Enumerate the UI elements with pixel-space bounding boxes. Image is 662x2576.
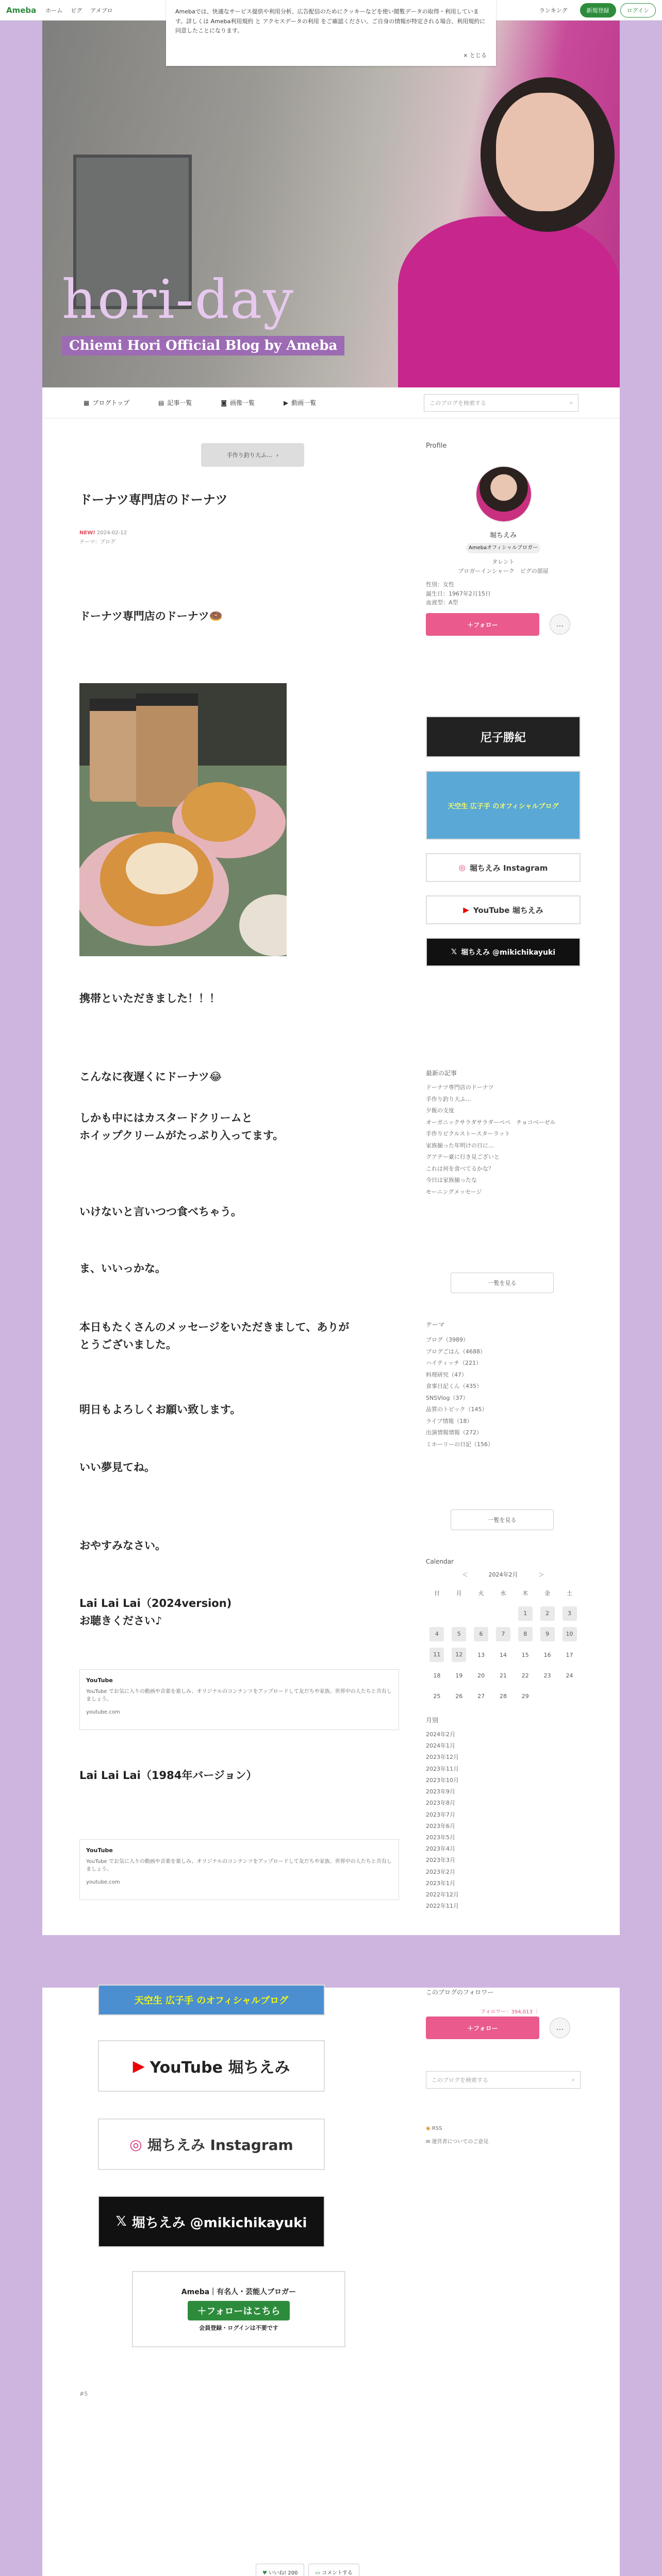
hashtag[interactable]: #5 bbox=[79, 2391, 88, 2397]
calendar-day-number: 25 bbox=[433, 1692, 441, 1700]
calendar-day bbox=[426, 1603, 448, 1624]
x-logo-icon: 𝕏 bbox=[451, 948, 457, 956]
calendar-day bbox=[558, 1686, 581, 1706]
header-photo-shirt bbox=[398, 216, 620, 387]
entry-text-12: Lai Lai Lai（1984年バージョン） bbox=[79, 1769, 257, 1782]
calendar-day-number[interactable]: 12 bbox=[452, 1648, 466, 1662]
youtube-icon: ▶ bbox=[463, 905, 469, 914]
heart-icon: ♥ bbox=[262, 2570, 269, 2576]
camera-icon: ◙ bbox=[221, 399, 227, 406]
entry-text-1: ドーナツ専門店のドーナツ🍩 bbox=[79, 610, 223, 622]
calendar bbox=[426, 1568, 581, 1706]
list-item[interactable]: ライブ情報（18） bbox=[426, 1417, 473, 1425]
home-icon: ▦ bbox=[84, 399, 90, 406]
entry-date: 2024-02-12 bbox=[96, 530, 127, 536]
calendar-day-number[interactable]: 4 bbox=[429, 1627, 444, 1641]
list-item[interactable]: 2023年11月 bbox=[426, 1765, 459, 1772]
calendar-day bbox=[514, 1624, 536, 1645]
youtube-label: YouTube bbox=[86, 1677, 113, 1684]
calendar-day bbox=[514, 1645, 536, 1665]
list-item[interactable]: 手作りピクルストースターラット bbox=[426, 1130, 510, 1138]
nav-videos[interactable]: ▶ 動画一覧 bbox=[284, 399, 317, 406]
entry-text-9: いい夢見てね。 bbox=[79, 1461, 155, 1473]
calendar-day-number: 29 bbox=[521, 1692, 529, 1700]
list-item[interactable]: 2023年12月 bbox=[426, 1754, 459, 1761]
calendar-day bbox=[536, 1645, 558, 1665]
list-item[interactable]: 2024年2月 bbox=[426, 1731, 455, 1738]
ameba-follow-banner[interactable] bbox=[132, 2271, 345, 2347]
calendar-day-number: 24 bbox=[566, 1672, 573, 1679]
calendar-day bbox=[514, 1686, 536, 1706]
profile-data: 性別：女性 誕生日：1967年2月15日 血液型：A型 bbox=[426, 581, 491, 606]
notice-close-button[interactable]: × とじる bbox=[463, 52, 487, 59]
list-item[interactable]: オーガニックサラダサラダーペペ チョコベーゼル bbox=[426, 1118, 556, 1126]
action-buttons bbox=[256, 2564, 359, 2576]
youtube-link[interactable]: youtube.com bbox=[86, 1879, 120, 1885]
youtube-card-2[interactable] bbox=[79, 1839, 399, 1900]
calendar-day bbox=[426, 1686, 448, 1706]
list-item[interactable]: 2023年5月 bbox=[426, 1834, 455, 1841]
list-item[interactable]: 2024年1月 bbox=[426, 1742, 455, 1750]
calendar-day bbox=[470, 1645, 492, 1665]
list-item[interactable]: 今日は家族揃ったな bbox=[426, 1177, 477, 1184]
comment-button[interactable]: ▭ コメントする bbox=[308, 2564, 359, 2576]
calendar-day-number: 22 bbox=[521, 1672, 529, 1679]
calendar-day-number[interactable]: 11 bbox=[429, 1648, 444, 1662]
calendar-day bbox=[492, 1603, 515, 1624]
calendar-weekday: 木 bbox=[522, 1590, 528, 1597]
follow-button[interactable]: ＋フォロー bbox=[426, 613, 539, 636]
calendar-heading: Calendar bbox=[426, 1558, 454, 1565]
calendar-day-number: 15 bbox=[521, 1651, 529, 1658]
list-item[interactable]: これは何を食べてるかな？ bbox=[426, 1165, 494, 1172]
nav-entries[interactable]: ▤ 記事一覧 bbox=[158, 399, 192, 406]
list-item[interactable]: ドーナツ専門店のドーナツ bbox=[426, 1084, 494, 1091]
nav-home[interactable]: ホーム bbox=[45, 7, 63, 14]
profile-name[interactable]: 堀ちえみ bbox=[489, 532, 517, 539]
youtube-label: YouTube bbox=[86, 1847, 113, 1854]
list-item[interactable]: 夕飯の支度 bbox=[426, 1107, 454, 1114]
like-button[interactable]: ♥ いいね! 200 bbox=[256, 2564, 304, 2576]
official-blogger-tag: Amebaオフィシャルブロガー bbox=[466, 543, 540, 553]
ameba-banner-sub: 会員登録・ログインは不要です bbox=[199, 2325, 278, 2331]
recent-heading: 最新の記事 bbox=[426, 1070, 457, 1077]
entry-text-2: 携帯といただきました！！！ bbox=[79, 992, 220, 1005]
calendar-day-number: 18 bbox=[433, 1672, 441, 1679]
calendar-day bbox=[558, 1665, 581, 1686]
list-item[interactable]: 2023年7月 bbox=[426, 1811, 455, 1818]
entry-theme[interactable]: テーマ：ブログ bbox=[79, 539, 115, 545]
calendar-weekday: 金 bbox=[544, 1590, 551, 1597]
blog-nav bbox=[42, 387, 620, 418]
entry-text-4a: しかも中にはカスタードクリームと bbox=[79, 1112, 253, 1124]
avatar[interactable] bbox=[475, 466, 532, 522]
more-options-button[interactable]: … bbox=[550, 614, 570, 635]
list-item[interactable]: 2023年2月 bbox=[426, 1868, 455, 1875]
calendar-month: 2024年2月 bbox=[488, 1571, 518, 1578]
calendar-day-number[interactable]: 1 bbox=[518, 1606, 533, 1621]
entry-meta bbox=[79, 529, 127, 547]
list-item[interactable]: SNSVlog（37） bbox=[426, 1394, 469, 1401]
cookie-notice-text: Amebaでは、快適なサービス提供や利用分析、広告配信のためにクッキーなどを使い閲覧データの取得・利用しています。詳しくは Ameba利用規約 と アクセスデータの利用 をご確認ください。ご自身の情報が特定される場合、利用規約に同意したことになります。 bbox=[175, 8, 486, 35]
entry-title[interactable]: ドーナツ専門店のドーナツ bbox=[79, 493, 228, 507]
calendar-day-number: 27 bbox=[477, 1692, 485, 1700]
profile-info: タレント ブロガーインシャーク ピグの部屋 bbox=[458, 558, 549, 574]
calendar-day bbox=[536, 1686, 558, 1706]
calendar-day bbox=[558, 1603, 581, 1624]
list-item[interactable]: 2023年1月 bbox=[426, 1879, 455, 1887]
list-item[interactable]: 2023年4月 bbox=[426, 1845, 455, 1853]
login-button[interactable]: ログイン bbox=[620, 3, 656, 18]
entry-text-5: いけないと言いつつ食べちゃう。 bbox=[79, 1206, 242, 1218]
banner-x[interactable]: 𝕏 堀ちえみ @mikichikayuki bbox=[426, 938, 581, 967]
followers-heading: このブログのフォロワー bbox=[426, 1989, 494, 1996]
calendar-weekday: 日 bbox=[434, 1590, 440, 1597]
banner-youtube[interactable]: ▶ YouTube 堀ちえみ bbox=[426, 895, 581, 924]
banner-x-2[interactable]: 𝕏 堀ちえみ @mikichikayuki bbox=[98, 2196, 325, 2247]
blog-title[interactable]: hori-day bbox=[62, 268, 295, 331]
follow-button-lower[interactable]: ＋フォロー bbox=[426, 2016, 539, 2039]
rss-link[interactable]: ◉ RSS bbox=[426, 2126, 442, 2131]
entry-text-11b: お聴きください♪ bbox=[79, 1615, 162, 1627]
more-options-button[interactable]: … bbox=[550, 2018, 570, 2038]
list-item[interactable]: 品質のトピック（145） bbox=[426, 1406, 488, 1413]
list-item[interactable]: 料理研究（47） bbox=[426, 1371, 467, 1378]
calendar-weekday: 火 bbox=[478, 1590, 484, 1597]
calendar-weekday: 月 bbox=[456, 1590, 462, 1597]
list-item[interactable]: グアテー豪に行き見ございと bbox=[426, 1154, 500, 1161]
list-item[interactable]: 2023年6月 bbox=[426, 1822, 455, 1829]
new-badge: NEW! bbox=[79, 530, 95, 536]
youtube-card-1[interactable] bbox=[79, 1669, 399, 1730]
calendar-day-number[interactable]: 2 bbox=[540, 1606, 555, 1621]
feedback-link[interactable]: ✉ 運営者についてのご意見 bbox=[426, 2139, 489, 2145]
list-item[interactable]: モーニングメッセージ bbox=[426, 1188, 482, 1195]
calendar-day bbox=[558, 1645, 581, 1665]
calendar-day bbox=[470, 1686, 492, 1706]
instagram-icon: ◎ bbox=[129, 2136, 142, 2153]
cookie-notice bbox=[166, 0, 496, 66]
banner-instagram-2[interactable]: ◎ 堀ちえみ Instagram bbox=[98, 2119, 325, 2170]
blog-subtitle: Chiemi Hori Official Blog by Ameba bbox=[62, 336, 344, 355]
youtube-desc: YouTube でお気に入りの動画や音楽を楽しみ、オリジナルのコンテンツをアップロードして友だちや家族、世界中の人たちと共有しましょう。 bbox=[86, 1859, 392, 1872]
follower-count: フォロワー：394,013 ｜ bbox=[480, 2009, 539, 2015]
profile-heading: Profile bbox=[426, 442, 447, 450]
list-item[interactable]: 2023年10月 bbox=[426, 1776, 459, 1784]
list-item[interactable]: 2023年3月 bbox=[426, 1857, 455, 1864]
ameba-banner-title: Ameba｜有名人・芸能人ブロガー bbox=[181, 2288, 296, 2296]
calendar-day bbox=[514, 1665, 536, 1686]
calendar-day bbox=[448, 1665, 470, 1686]
video-icon: ▶ bbox=[284, 399, 289, 406]
list-item[interactable]: 2023年8月 bbox=[426, 1800, 455, 1807]
search-icon[interactable]: ⌕ bbox=[571, 2076, 575, 2083]
calendar-day-number: 28 bbox=[499, 1692, 507, 1700]
calendar-day-number: 21 bbox=[499, 1672, 507, 1679]
signup-button[interactable]: 新規登録 bbox=[580, 3, 616, 18]
banner-official-blog-2[interactable]: 天空生 広子手 のオフィシャルブログ bbox=[98, 1985, 325, 2015]
calendar-day bbox=[448, 1603, 470, 1624]
calendar-day-number[interactable]: 7 bbox=[496, 1627, 510, 1641]
list-item[interactable]: 手作り釣り大ふ… bbox=[426, 1095, 471, 1103]
entry-text-10: おやすみなさい。 bbox=[79, 1539, 166, 1552]
calendar-day bbox=[492, 1645, 515, 1665]
calendar-day-number: 20 bbox=[477, 1672, 485, 1679]
calendar-day bbox=[426, 1645, 448, 1665]
calendar-day bbox=[536, 1603, 558, 1624]
theme-more-button[interactable]: 一覧を見る bbox=[451, 1510, 554, 1530]
calendar-day bbox=[470, 1665, 492, 1686]
calendar-day-number: 16 bbox=[543, 1651, 551, 1658]
comment-icon: ▭ bbox=[315, 2570, 322, 2576]
ameba-follow-button[interactable]: ＋フォローはこちら bbox=[188, 2301, 289, 2320]
x-logo-icon: 𝕏 bbox=[115, 2214, 127, 2229]
profile-card bbox=[426, 442, 581, 629]
blog-search-input[interactable]: このブログを検索する ⌕ bbox=[424, 394, 578, 412]
entry-text-11a: Lai Lai Lai（2024version) bbox=[79, 1597, 232, 1609]
recent-list bbox=[426, 1082, 581, 1198]
calendar-weekday: 土 bbox=[567, 1590, 573, 1597]
banner-official-blog[interactable]: 天空生 広子手 のオフィシャルブログ bbox=[426, 771, 581, 840]
calendar-day-number[interactable]: 6 bbox=[474, 1627, 488, 1641]
header-photo-face bbox=[496, 93, 594, 211]
rss-icon: ◉ bbox=[426, 2126, 432, 2131]
calendar-day-number: 19 bbox=[455, 1672, 463, 1679]
banner-instagram[interactable]: ◎ 堀ちえみ Instagram bbox=[426, 853, 581, 882]
calendar-day bbox=[470, 1624, 492, 1645]
theme-list bbox=[426, 1334, 581, 1450]
chevron-right-icon: › bbox=[276, 451, 279, 459]
calendar-day bbox=[448, 1686, 470, 1706]
calendar-prev-button[interactable]: ＜ bbox=[462, 1571, 468, 1578]
nav-images[interactable]: ◙ 画像一覧 bbox=[221, 399, 255, 406]
entry-text-7a: 本日もたくさんのメッセージをいただきまして、ありが bbox=[79, 1321, 350, 1333]
entry-text-7b: とうございました。 bbox=[79, 1338, 177, 1351]
calendar-day bbox=[536, 1624, 558, 1645]
list-item[interactable]: 2023年9月 bbox=[426, 1788, 455, 1795]
calendar-day bbox=[426, 1624, 448, 1645]
archive-list bbox=[426, 1729, 581, 1912]
calendar-day bbox=[492, 1686, 515, 1706]
entry-text-8: 明日もよろしくお願い致します。 bbox=[79, 1403, 241, 1416]
nav-pigg[interactable]: ピグ bbox=[71, 7, 82, 14]
donut-photo[interactable] bbox=[79, 683, 287, 956]
next-entry-button[interactable]: 手作り釣り大ふ… › bbox=[201, 443, 304, 467]
calendar-day-number: 17 bbox=[566, 1651, 573, 1658]
list-item[interactable]: 2022年11月 bbox=[426, 1903, 459, 1910]
calendar-day bbox=[514, 1603, 536, 1624]
nav-blog-top[interactable]: ▦ ブログトップ bbox=[84, 399, 129, 406]
archive-heading: 月別 bbox=[426, 1717, 439, 1724]
calendar-grid bbox=[426, 1583, 581, 1706]
calendar-day bbox=[426, 1665, 448, 1686]
recent-more-button[interactable]: 一覧を見る bbox=[451, 1273, 554, 1293]
list-item[interactable]: ブログ（3989） bbox=[426, 1336, 469, 1343]
list-item[interactable]: ミホーリーの日記（156） bbox=[426, 1440, 493, 1448]
entry-text-3: こんなに夜遅くにドーナツ😂 bbox=[79, 1071, 222, 1083]
blog-search-input-lower[interactable]: このブログを検索する ⌕ bbox=[426, 2071, 581, 2089]
calendar-day bbox=[448, 1645, 470, 1665]
calendar-day-number: 14 bbox=[499, 1651, 507, 1658]
calendar-day-number: 13 bbox=[477, 1651, 485, 1658]
mail-icon: ✉ bbox=[426, 2139, 432, 2145]
calendar-day-number[interactable]: 8 bbox=[518, 1627, 533, 1641]
calendar-day-number[interactable]: 9 bbox=[540, 1627, 555, 1641]
calendar-day-number[interactable]: 5 bbox=[452, 1627, 466, 1641]
youtube-link[interactable]: youtube.com bbox=[86, 1709, 120, 1715]
list-icon: ▤ bbox=[158, 399, 164, 406]
list-item[interactable]: 食事日記くん（435） bbox=[426, 1383, 482, 1390]
youtube-icon: ▶ bbox=[133, 2057, 145, 2075]
calendar-day bbox=[448, 1624, 470, 1645]
entry-text-4b: ホイップクリームがたっぷり入ってます。 bbox=[79, 1129, 284, 1142]
calendar-day bbox=[536, 1665, 558, 1686]
youtube-desc: YouTube でお気に入りの動画や音楽を楽しみ、オリジナルのコンテンツをアップロードして友だちや家族、世界中の人たちと共有しましょう。 bbox=[86, 1689, 392, 1702]
banner-youtube-2[interactable]: ▶ YouTube 堀ちえみ bbox=[98, 2040, 325, 2092]
calendar-day-number[interactable]: 10 bbox=[562, 1627, 577, 1641]
list-item[interactable]: ブログごはん（4688） bbox=[426, 1348, 486, 1355]
ranking-link[interactable]: ランキング bbox=[539, 7, 568, 14]
calendar-weekday: 水 bbox=[500, 1590, 506, 1597]
calendar-day-number: 23 bbox=[543, 1672, 551, 1679]
ameba-logo[interactable]: Ameba bbox=[6, 5, 37, 15]
calendar-day-number[interactable]: 3 bbox=[562, 1606, 577, 1621]
entry-text-6: ま、いいっかな。 bbox=[79, 1262, 166, 1275]
calendar-day bbox=[558, 1624, 581, 1645]
list-item[interactable]: 家族揃った年明けの日に… bbox=[426, 1142, 494, 1149]
theme-heading: テーマ bbox=[426, 1321, 445, 1328]
calendar-day bbox=[492, 1624, 515, 1645]
search-icon[interactable]: ⌕ bbox=[569, 399, 573, 406]
list-item[interactable]: 出演情報情報（272） bbox=[426, 1429, 482, 1436]
calendar-day bbox=[492, 1665, 515, 1686]
calendar-day bbox=[470, 1603, 492, 1624]
nav-ameblo[interactable]: アメブロ bbox=[90, 7, 113, 14]
list-item[interactable]: 2022年12月 bbox=[426, 1891, 459, 1899]
calendar-next-button[interactable]: ＞ bbox=[538, 1571, 544, 1578]
list-item[interactable]: ハイティッチ（221） bbox=[426, 1360, 482, 1367]
instagram-icon: ◎ bbox=[458, 863, 466, 872]
blog-header[interactable] bbox=[42, 21, 620, 387]
calendar-day-number: 26 bbox=[455, 1692, 463, 1700]
banner-drama[interactable]: 尼子勝紀 bbox=[426, 716, 581, 757]
